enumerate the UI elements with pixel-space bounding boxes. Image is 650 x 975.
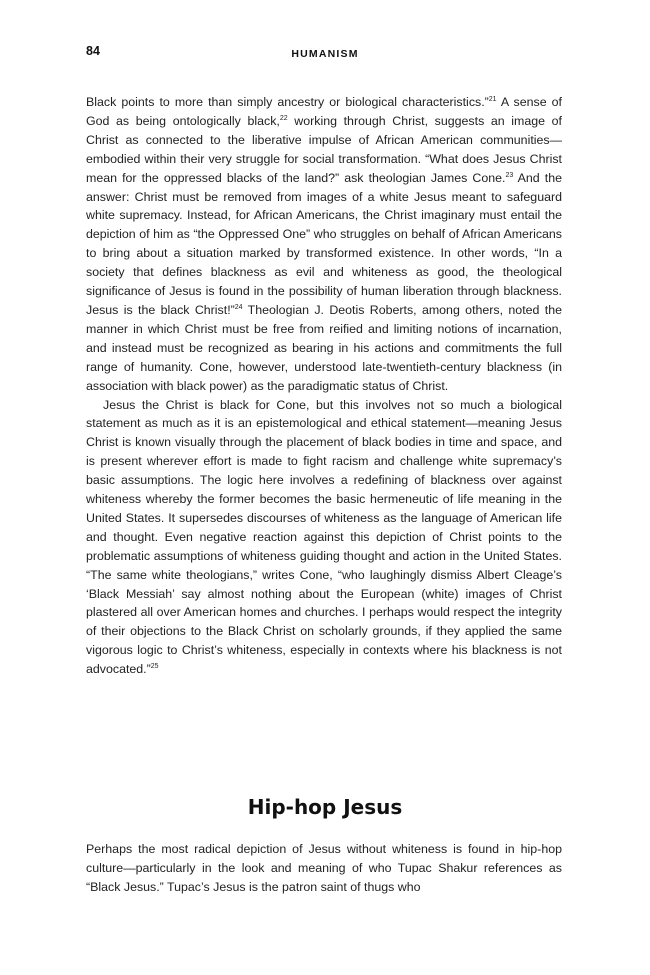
footnote-marker: 23 bbox=[505, 171, 514, 179]
footnote-marker: 21 bbox=[488, 96, 497, 103]
body-text bbox=[86, 93, 562, 679]
text-run: And the answer: Christ must be removed from images of a white Jesus meant to safeguard white supremacy. Instead, for African Americans, the Christ imaginary must entail the depiction of him as “the Oppressed One” who struggles on behalf of African Americans to bring about a situation marked by transformed existence. In other words, “In a society that defines blackness as evil and whiteness as good, the theological significance of Jesus is found in the possibility of human liberation through blackness. Jesus is the black Christ!” bbox=[86, 170, 562, 317]
paragraph bbox=[86, 396, 562, 680]
section-heading: Hip-hop Jesus bbox=[247, 795, 403, 819]
footnote-marker: 22 bbox=[279, 114, 288, 122]
body-text-continued bbox=[86, 840, 562, 897]
paragraph bbox=[86, 93, 562, 396]
text-run: Perhaps the most radical depiction of Jesus without whiteness is found in hip-hop culture—particularly in the look and meaning of who Tupac Shakur references as “Black Jesus.” Tupac’s Jesus is the patron saint of thugs who bbox=[86, 842, 562, 894]
text-run: Jesus the Christ is black for Cone, but this involves not so much a biological statement as much as it is an epistemological and ethical statement—meaning Jesus Christ is known visually through the placement of black bodies in time and space, and is present wherever effort is made to fight racism and challenge white supremacy’s basic assumptions. The logic here involves a redefining of blackness over against whiteness whereby the former becomes the basic hermeneutic of life meaning in the United States. It supersedes discourses of whiteness as the language of American life and thought. Even negative reaction against this depiction of Christ points to the problematic assumptions of whiteness guiding thought and action in the United States. “The same white theologians,” writes Cone, “who laughingly dismiss Albert Cleage’s ‘Black Messiah’ say almost nothing about the European (white) images of Christ plastered all over American homes and churches. I perhaps would respect the integrity of their objections to the Black Christ on scholarly grounds, if they applied the same vigorous logic to Christ’s whiteness, especially in contexts where his blackness is not advocated.” bbox=[86, 397, 562, 677]
running-head: HUMANISM bbox=[291, 48, 359, 60]
footnote-marker: 25 bbox=[150, 663, 159, 671]
paragraph bbox=[86, 840, 562, 897]
text-run: Black points to more than simply ancestry or biological characteristics.” bbox=[86, 95, 489, 109]
footnote-marker: 24 bbox=[234, 303, 243, 311]
text-run: A sense of God as being ontologically black, bbox=[86, 95, 562, 128]
text-run: working through Christ, suggests an image of Christ as connected to the liberative impulse of African American communities—embodied within their very struggle for social transformation. “What does Jesus Christ mean for the oppressed blacks of the land?” ask theologian James Cone. bbox=[86, 113, 562, 185]
page-number: 84 bbox=[86, 44, 100, 58]
text-run: Theologian J. Deotis Roberts, among others, noted the manner in which Christ must be free from reified and limiting notions of incarnation, and instead must be recognized as bearing in his actions and commitments the full range of humanity. Cone, however, understood late-twentieth-century blackness (in association with black power) as the paradigmatic status of Christ. bbox=[86, 302, 562, 393]
